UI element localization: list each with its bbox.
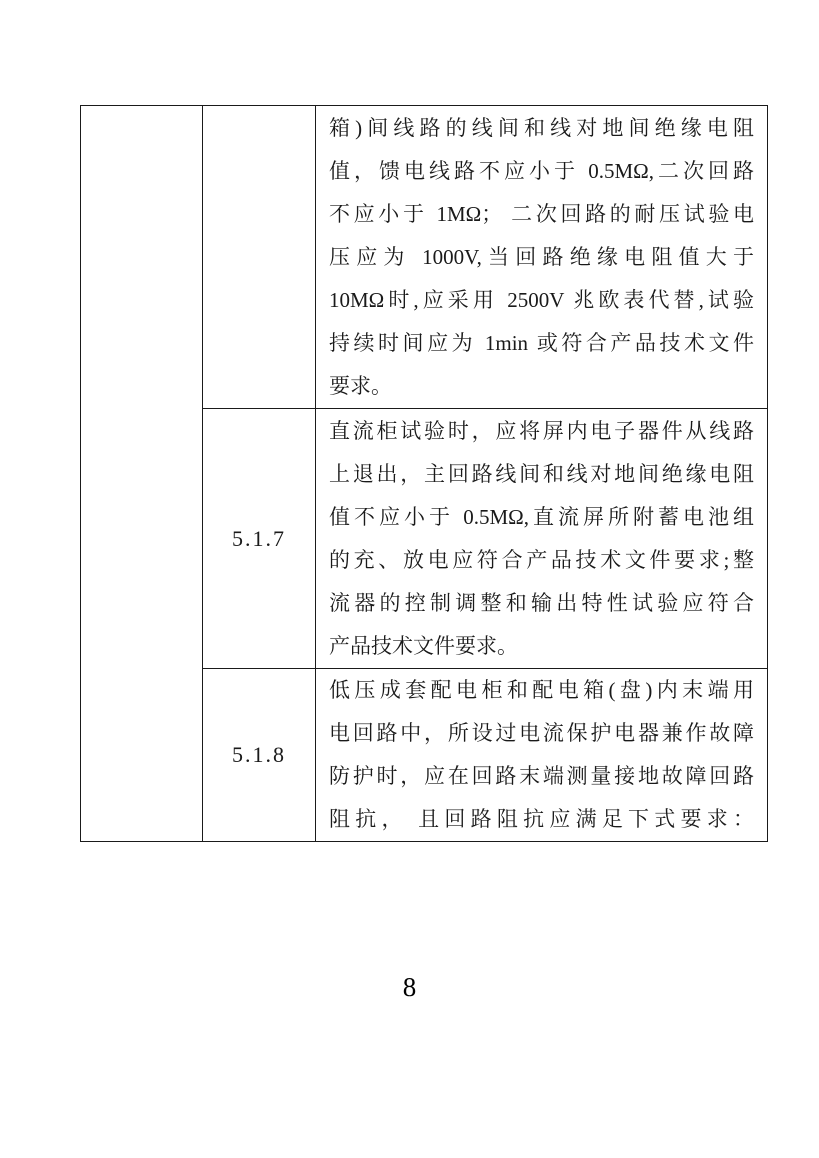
clause-line: 阻抗， 且回路阻抗应满足下式要求：	[329, 807, 754, 831]
clause-line: 低压成套配电柜和配电箱(盘)内末端用	[329, 678, 754, 702]
clause-line: 电回路中，所设过电流保护电器兼作故障	[329, 721, 754, 745]
clause-line: 值不应小于 0.5MΩ,直流屏所附蓄电池组	[329, 504, 754, 529]
clause-line: 要求。	[329, 373, 392, 398]
clause-text-cell	[316, 409, 768, 669]
section-number-cell-empty	[203, 106, 316, 409]
requirements-table	[80, 105, 768, 842]
clause-line: 10MΩ时,应采用 2500V 兆欧表代替,试验	[329, 287, 754, 312]
clause-line: 值，馈电线路不应小于 0.5MΩ,二次回路	[329, 158, 754, 183]
section-number-cell: 5.1.7	[203, 409, 316, 669]
clause-line: 压应为 1000V,当回路绝缘电阻值大于	[329, 244, 754, 269]
clause-line: 持续时间应为 1min 或符合产品技术文件	[329, 330, 754, 355]
clause-line: 不应小于 1MΩ； 二次回路的耐压试验电	[329, 201, 754, 226]
category-cell-empty	[81, 106, 203, 842]
clause-line: 直流柜试验时，应将屏内电子器件从线路	[329, 418, 754, 443]
clause-text-cell	[316, 106, 768, 409]
clause-line: 防护时，应在回路末端测量接地故障回路	[329, 764, 754, 788]
clause-line: 流器的控制调整和输出特性试验应符合	[329, 590, 754, 615]
section-number-cell: 5.1.8	[203, 669, 316, 842]
table-row	[81, 106, 768, 409]
clause-line: 产品技术文件要求。	[329, 633, 518, 658]
clause-text-cell	[316, 669, 768, 842]
clause-line: 箱)间线路的线间和线对地间绝缘电阻	[329, 115, 754, 140]
clause-line: 上退出，主回路线间和线对地间绝缘电阻	[329, 461, 754, 486]
page-number: 8	[402, 972, 417, 1002]
clause-line: 的充、放电应符合产品技术文件要求;整	[329, 547, 754, 572]
